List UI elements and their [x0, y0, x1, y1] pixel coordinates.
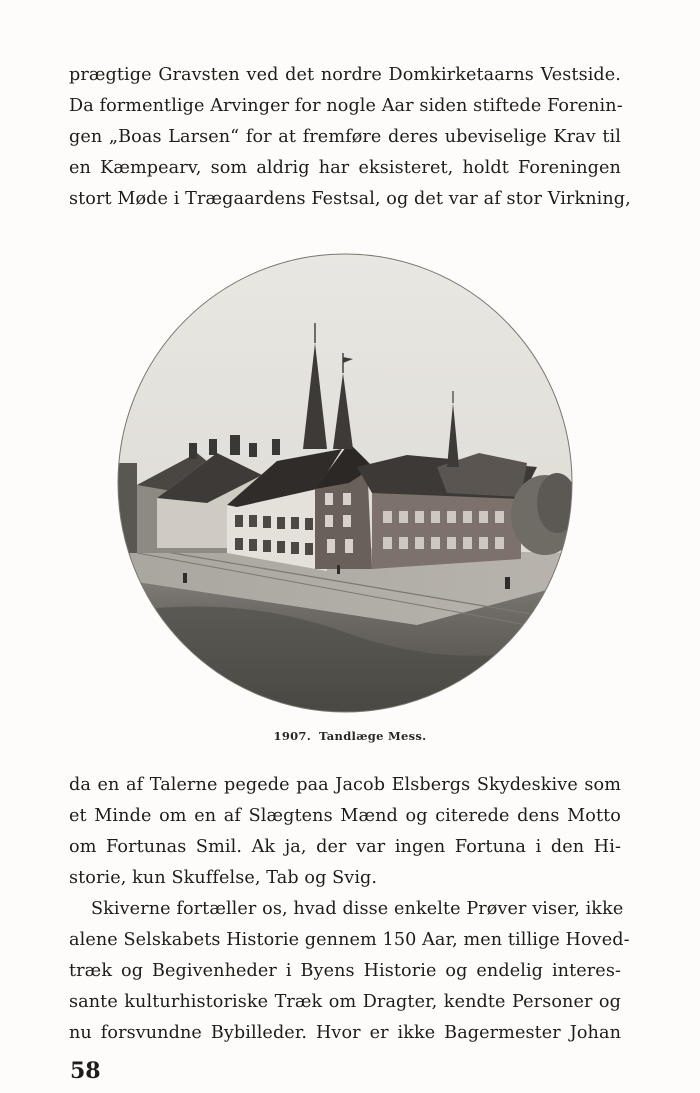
text-line: et Minde om en af Slægtens Mænd og citerede dens Motto — [69, 806, 621, 826]
text-line: træk og Begivenheder i Byens Historie og endelig interes- — [69, 961, 621, 981]
caption-year: 1907. — [273, 729, 312, 743]
text-line: da en af Talerne pegede paa Jacob Elsbergs Skydeskive som — [69, 775, 621, 795]
text-line: prægtige Gravsten ved det nordre Domkirketaarns Vestside. — [69, 65, 621, 85]
text-line: gen „Boas Larsen“ for at fremføre deres ubeviselige Krav til — [69, 127, 621, 147]
text-line: en Kæmpearv, som aldrig har eksisteret, holdt Foreningen — [69, 158, 621, 178]
paragraph-continuation — [69, 770, 621, 894]
text-line: alene Selskabets Historie gennem 150 Aar, men tillige Hoved- — [69, 930, 630, 950]
page-number: 58 — [70, 1058, 101, 1084]
circular-photograph-street-scene — [117, 253, 573, 713]
text-line: stort Møde i Trægaardens Festsal, og det var af stor Virkning, — [69, 189, 631, 209]
photograph-illustration — [117, 253, 573, 713]
text-line: storie, kun Skuffelse, Tab og Svig. — [69, 868, 378, 888]
caption-text: Tandlæge Mess. — [319, 729, 427, 743]
figure-caption — [0, 729, 700, 743]
paragraph-top — [69, 60, 631, 215]
text-line: Da formentlige Arvinger for nogle Aar siden stiftede Forenin- — [69, 96, 623, 116]
text-line: Skiverne fortæller os, hvad disse enkelte Prøver viser, ikke — [91, 899, 624, 919]
text-line: nu forsvundne Bybilleder. Hvor er ikke Bagermester Johan — [69, 1023, 621, 1043]
text-line: om Fortunas Smil. Ak ja, der var ingen Fortuna i den Hi- — [69, 837, 621, 857]
text-line: sante kulturhistoriske Træk om Dragter, kendte Personer og — [69, 992, 621, 1012]
paragraph-skiverne — [69, 894, 630, 1049]
